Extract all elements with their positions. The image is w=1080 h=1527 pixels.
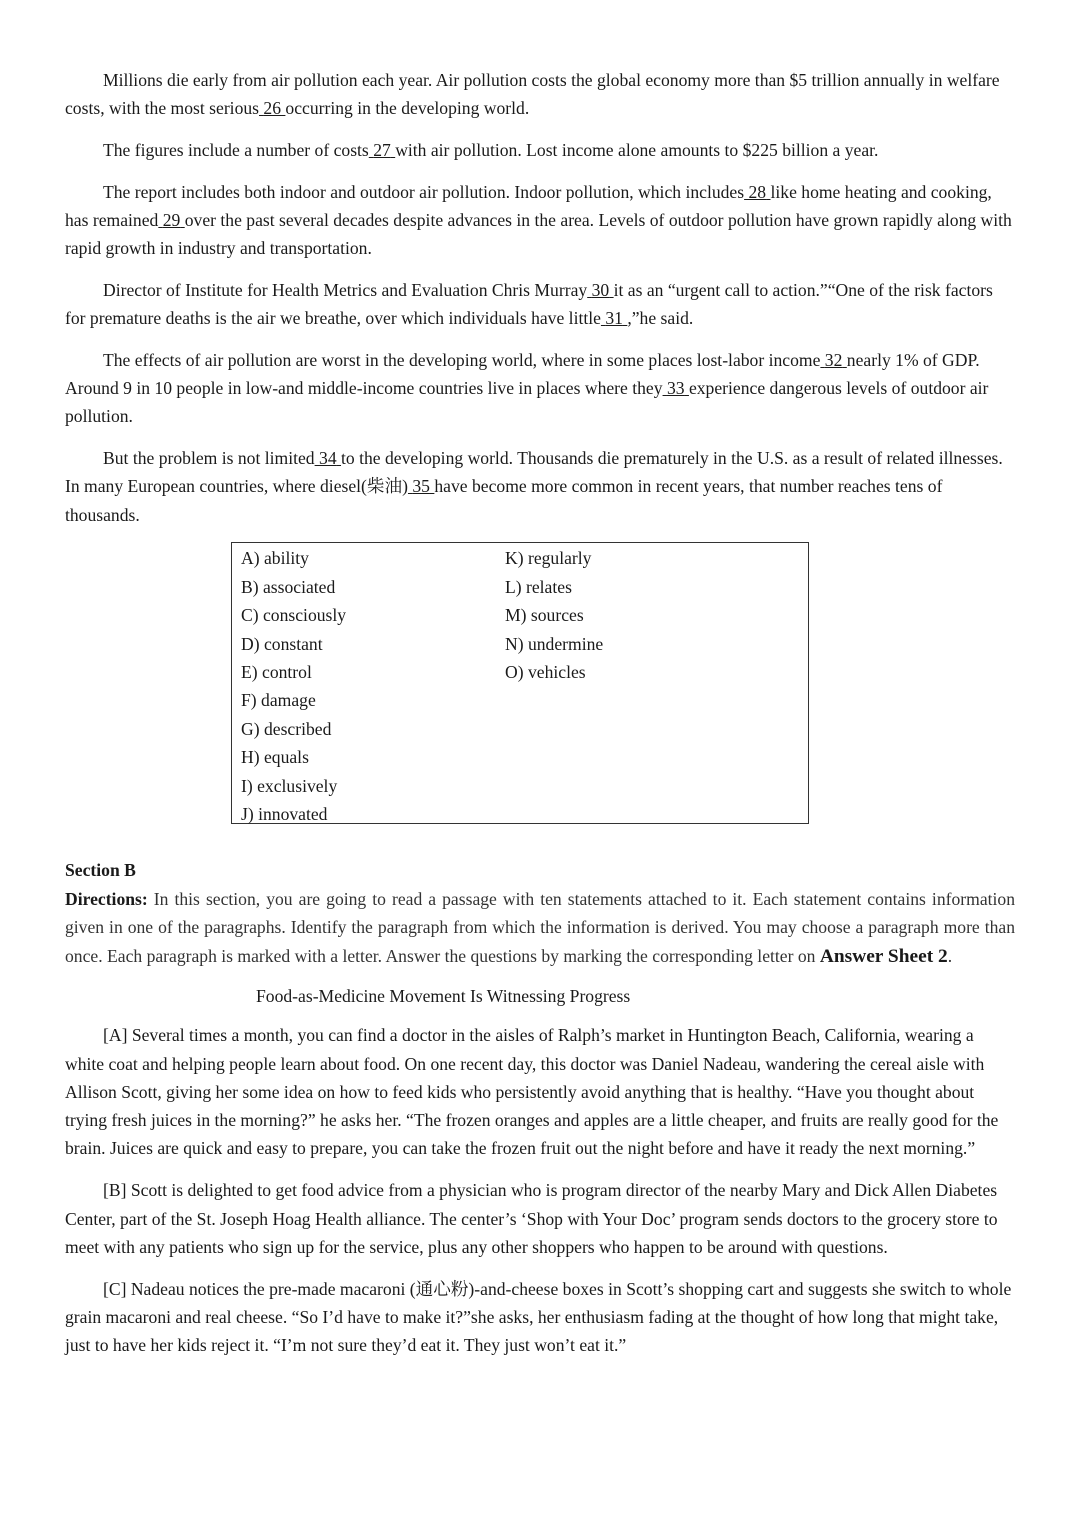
paragraph-3: The report includes both indoor and outdoor air pollution. Indoor pollution, which includes 28 like home heating and cooking, has remained 29 over the past several decades despite advances in the area. Levels of outdoor pollution have grown rapidly along with rapid growth in industry and transportation. — [65, 181, 1012, 259]
blank-30[interactable]: 30 — [591, 280, 610, 300]
option-k: K) regularly — [505, 548, 592, 569]
blank-26[interactable]: 26 — [263, 98, 282, 119]
blank-32[interactable]: 32 — [824, 350, 843, 370]
passage-paragraph-a: [A] Several times a month, you can find a doctor in the aisles of Ralph’s market in Huntington Beach, California, wearing a white coat and helping people learn about food. On one recent day, this doctor was Daniel Nadeau, wandering the cereal aisle with Allison Scott, giving her some idea on how to feed kids who persistently avoid anything that is healthy. “Have you thought about trying fresh juices in the morning?” he asks her. “The frozen oranges and apples are a little cheaper, and fruits are really good for the brain. Juices are quick and easy to prepare, you can take the frozen fruit out the night before and have it ready the next morning.” — [65, 1025, 999, 1159]
section-b-heading: Section B — [65, 860, 136, 881]
blank-34[interactable]: 34 — [319, 448, 337, 469]
directions-label: Directions: — [65, 888, 148, 909]
option-j: J) innovated — [241, 804, 328, 825]
option-m: M) sources — [505, 605, 584, 626]
passage-paragraph-c: [C] Nadeau notices the pre-made macaroni (通心粉)-and-cheese boxes in Scott’s shopping cart and suggests she switch to whole grain macaroni and real cheese. “So I’d have to make it?”she asks, her enthusiasm fading at the thought of how long that might take, just to have her kids reject it. “I’m not sure they’d eat it. They just won’t eat it.” — [65, 1279, 1012, 1356]
option-a: A) ability — [241, 548, 309, 569]
paragraph-6: But the problem is not limited 34 to the developing world. Thousands die prematurely in the U.S. as a result of related illnesses. In many European countries, where diesel(柴油) 35 have become more common in recent years, that number reaches tens of thousands. — [65, 448, 1003, 525]
option-c: C) consciously — [241, 605, 347, 626]
option-o: O) vehicles — [505, 662, 586, 683]
word-bank-box — [231, 542, 809, 824]
option-f: F) damage — [241, 690, 316, 711]
option-n: N) undermine — [505, 633, 604, 654]
word-bank-right-column — [505, 544, 603, 686]
blank-33[interactable]: 33 — [666, 378, 685, 399]
blank-35[interactable]: 35 — [412, 476, 430, 497]
paragraph-1: Millions die early from air pollution each year. Air pollution costs the global economy more than $5 trillion annually in welfare costs, with the most serious 26 occurring in the developing world. — [65, 70, 1000, 119]
passage-title: Food-as-Medicine Movement Is Witnessing Progress — [256, 986, 631, 1007]
word-bank-left-column — [241, 544, 346, 828]
blank-27[interactable]: 27 — [373, 140, 391, 160]
option-g: G) described — [241, 718, 332, 739]
answer-sheet-label: Answer Sheet 2 — [819, 945, 948, 967]
section-b-directions: Directions: In this section, you are going to read a passage with ten statements attached to it. Each statement contains information given in one of the paragraphs. Identify the paragraph from which the information is derived. You may choose a paragraph more than once. Each paragraph is marked with a letter. Answer the questions by marking the corresponding letter on Answer Sheet 2. — [65, 888, 1015, 967]
option-l: L) relates — [505, 576, 572, 597]
blank-29[interactable]: 29 — [162, 210, 181, 230]
paragraph-5: The effects of air pollution are worst in the developing world, where in some places lost-labor income 32 nearly 1% of GDP. Around 9 in 10 people in low-and middle-income countries live in places where they 33 experience dangerous levels of outdoor air pollution. — [65, 350, 989, 427]
paragraph-4: Director of Institute for Health Metrics and Evaluation Chris Murray 30 it as an “urgent call to action.”“One of the risk factors for premature deaths is the air we breathe, over which individuals have little 31 ,”he said. — [65, 280, 993, 329]
option-h: H) equals — [241, 747, 309, 768]
option-d: D) constant — [241, 633, 323, 654]
blank-31[interactable]: 31 — [605, 308, 623, 329]
option-e: E) control — [241, 662, 312, 683]
option-b: B) associated — [241, 576, 336, 597]
blank-28[interactable]: 28 — [748, 181, 767, 202]
paragraph-2: The figures include a number of costs 27 with air pollution. Lost income alone amounts to $225 billion a year. — [103, 140, 879, 160]
page-content — [65, 66, 1015, 1374]
passage-paragraph-b: [B] Scott is delighted to get food advice from a physician who is program director of the nearby Mary and Dick Allen Diabetes Center, part of the St. Joseph Hoag Health alliance. The center’s ‘Shop with Your Doc’ program sends doctors to the grocery store to meet with any patients who sign up for the service, plus any other shoppers who happen to be around with questions. — [65, 1180, 998, 1257]
option-i: I) exclusively — [241, 775, 338, 796]
